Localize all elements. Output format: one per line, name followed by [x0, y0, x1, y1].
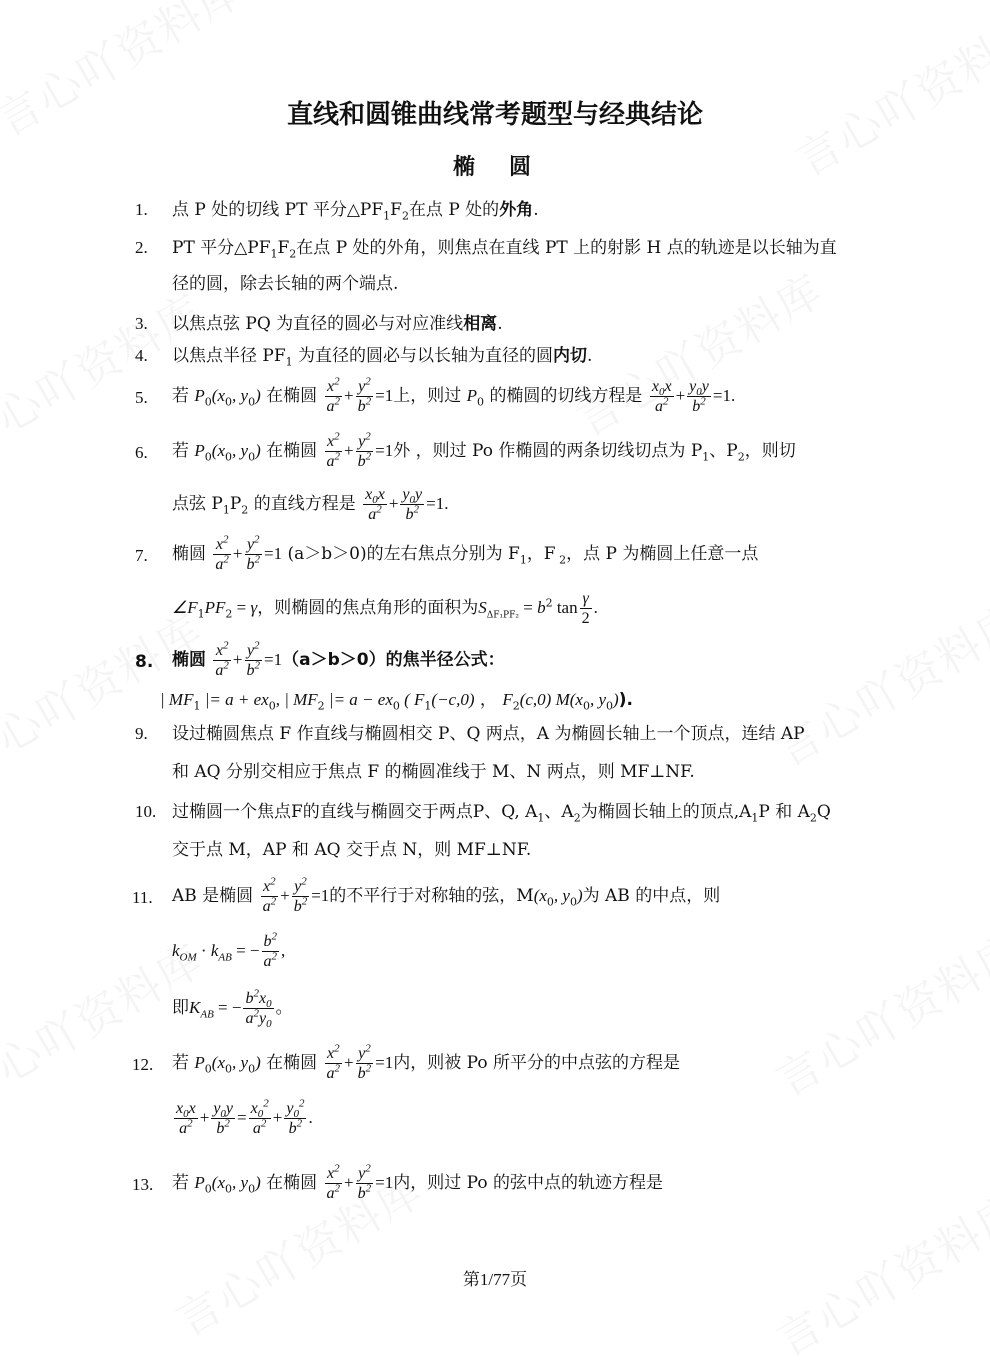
item-10-text: 过椭圆一个焦点F的直线与椭圆交于两点P、Q, $A_1$、$A_2$为椭圆长轴上的顶点$,A_1P$ 和 $A_2Q$: [172, 802, 831, 825]
item-number: 5.: [135, 388, 148, 407]
item-12-formula: $\frac{x_0x}{a^2}$ + $\frac{y_0y}{b^2}$ = $\frac{x_0^2}{a^2}$ + $\frac{y_0^2}{b^2}$ .: [176, 1097, 313, 1137]
watermark: [762, 585, 990, 778]
item-11-formula: $k_{OM} \cdot k_{AB}$ = − $\frac{b^2}{a^2}$ ,: [172, 930, 286, 970]
item-number: 8.: [135, 652, 154, 672]
page-number: 第1/77页: [462, 1270, 528, 1289]
item-11-text: AB 是椭圆 $\frac{x^2}{a^2}$ + $\frac{y^2}{b^2}$ =1的不平行于对称轴的弦，$M(x_0$, $y_0$)为 AB 的中点，则: [172, 875, 721, 915]
item-9-text: 设过椭圆焦点 F 作直线与椭圆相交 P、Q 两点，A 为椭圆长轴上一个顶点，连结 AP: [172, 724, 805, 744]
item-7-text: 椭圆 $\frac{x^2}{a^2}$ + $\frac{y^2}{b^2}$ =1 (a＞b＞0)的左右焦点分别为 $F_1$，F $_2$，点 P 为椭圆上任意一点: [172, 533, 759, 573]
item-number: 6.: [135, 443, 148, 462]
page-title: 直线和圆锥曲线常考题型与经典结论: [286, 100, 703, 130]
watermark: [762, 915, 990, 1108]
item-number: 11.: [132, 888, 153, 907]
item-2-text: PT 平分$\triangle PF_1F_2$在点 P 处的外角，则焦点在直线 PT 上的射影 H 点的轨迹是以长轴为直: [172, 238, 837, 261]
item-6-text: 若 $P_0(x_0$, $y_0$) 在椭圆 $\frac{x^2}{a^2}$ + $\frac{y^2}{b^2}$ =1外 ，则过 Po 作椭圆的两条切线切点为 $P_1$、$P_2$，则切: [172, 430, 796, 470]
item-number: 2.: [135, 238, 148, 257]
item-5-text: 若 $P_0(x_0$, $y_0$) 在椭圆 $\frac{x^2}{a^2}$ + $\frac{y^2}{b^2}$ =1上，则过 $P_0$ 的椭圆的切线方程是 $\frac{x_0x}{a^2}$ + $\frac{y_0y}{b^2}$ =1.: [172, 375, 736, 415]
item-8-formula: | $MF_1$ |= $a + ex_0$, | $MF_2$ |= $a - ex_0$ ( $F_1(-c,0)$ ， $F_2(c,0)$ $M(x_0$, $y_0$)).: [160, 690, 633, 713]
item-number: 1.: [135, 200, 148, 219]
item-11-formula-2: 即$K_{AB}$ = − $\frac{b^2x_0}{a^2y_0}$ 。: [172, 987, 293, 1031]
item-1-text: 点 P 处的切线 PT 平分$\triangle PF_1F_2$在点 P 处的外角.: [172, 200, 539, 223]
item-number: 9.: [135, 724, 148, 743]
item-8-text: 椭圆 $\frac{x^2}{a^2}$ + $\frac{y^2}{b^2}$ =1（a＞b＞0）的焦半径公式：: [172, 639, 505, 679]
item-number: 12.: [132, 1055, 154, 1074]
item-10-text-cont: 交于点 M，AP 和 AQ 交于点 N，则 MF⊥NF.: [172, 840, 532, 860]
item-13-text: 若 $P_0(x_0$, $y_0$) 在椭圆 $\frac{x^2}{a^2}$ + $\frac{y^2}{b^2}$ =1内，则过 Po 的弦中点的轨迹方程是: [172, 1162, 664, 1202]
item-6-text-cont: 点弦 $P_1P_2$ 的直线方程是 $\frac{x_0x}{a^2}$ + $\frac{y_0y}{b^2}$ =1.: [172, 486, 449, 523]
section-heading: 椭 圆: [452, 155, 537, 180]
item-9-text-cont: 和 AQ 分别交相应于焦点 F 的椭圆准线于 M、N 两点，则 MF⊥NF.: [172, 762, 695, 782]
item-2-text-cont: 径的圆，除去长轴的两个端点.: [172, 274, 399, 294]
item-number: 4.: [135, 346, 148, 365]
item-number: 3.: [135, 314, 148, 333]
item-7-text-cont: $\angle F_1PF_2 = \gamma$，则椭圆的焦点角形的面积为$S_{\Delta F_1PF_2} = b^2$ tan $\frac{\gamma}{2}$ .: [172, 590, 598, 627]
item-3-text: 以焦点弦 PQ 为直径的圆必与对应准线相离.: [172, 314, 503, 334]
item-12-text: 若 $P_0(x_0$, $y_0$) 在椭圆 $\frac{x^2}{a^2}$ + $\frac{y^2}{b^2}$ =1内，则被 Po 所平分的中点弦的方程是: [172, 1042, 681, 1082]
item-4-text: 以焦点半径 $PF_1$ 为直径的圆必与以长轴为直径的圆内切.: [172, 346, 593, 369]
item-number: 13.: [132, 1175, 154, 1194]
item-number: 7.: [135, 546, 148, 565]
item-number: 10.: [135, 802, 157, 821]
